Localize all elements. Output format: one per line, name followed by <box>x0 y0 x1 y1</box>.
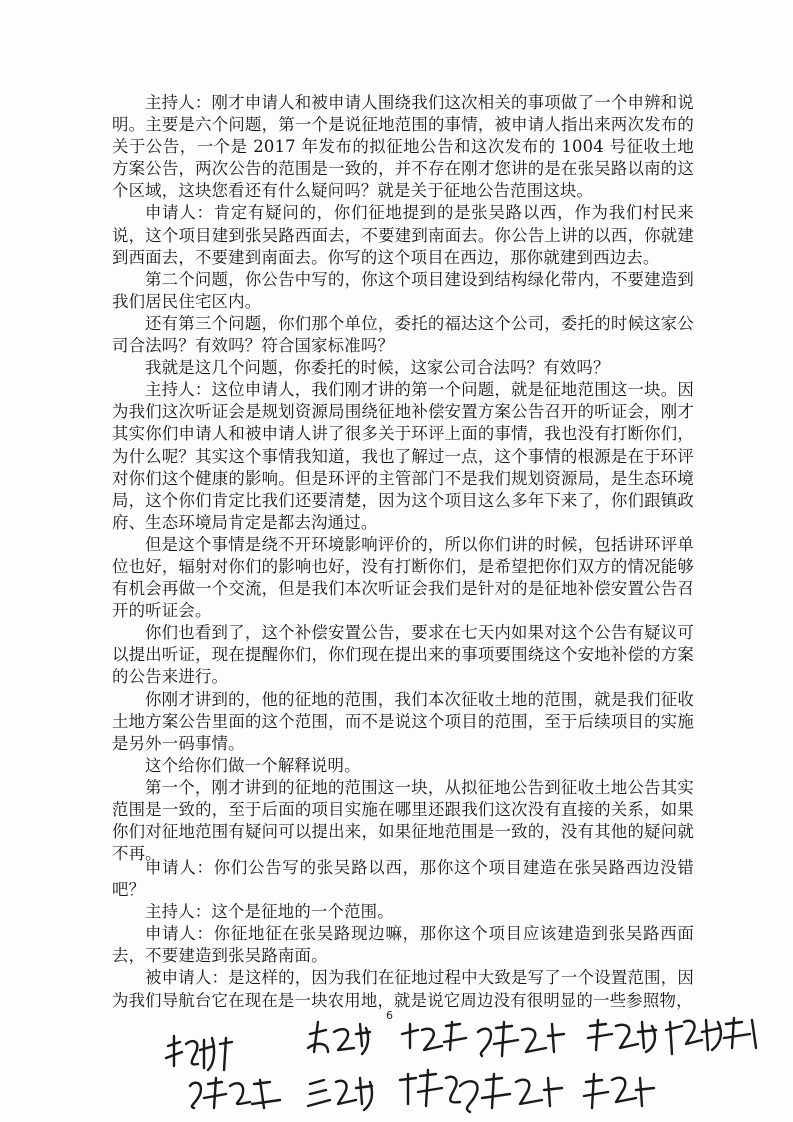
paragraph: 申请人：你们公告写的张吴路以西，那你这个项目建造在张吴路西边没错吧？ <box>112 858 694 900</box>
signature <box>460 1022 564 1112</box>
signature <box>666 1018 756 1054</box>
signature <box>166 1036 280 1108</box>
paragraph: 主持人：刚才申请人和被申请人围绕我们这次相关的事项做了一个申辨和说明。主要是六个问题，第一个是说征地范围的事情，被申请人指出来两次发布的关于公告，一个是 2017 年发布的拟征地公告和这次发布的 1004 号征收土地方案公告，两次公告的范围是一致的，并不存在刚才您讲的是在张吴路以南的这个区域，这块您看还有什么疑问吗？就是关于征地公告范围这块。 <box>112 93 694 201</box>
paragraph: 被申请人：是这样的，因为我们在征地过程中大致是写了一个设置范围，因为我们导航台它在现在是一块农用地，就是说它周边没有很明显的一些参照物， <box>112 968 694 1010</box>
paragraph: 申请人：你征地征在张吴路现边嘛，那你这个项目应该建造到张吴路西面去，不要建造到张吴路南面。 <box>112 924 694 966</box>
signature <box>400 1022 466 1106</box>
paragraph: 这个给你们做一个解释说明。 <box>145 755 361 775</box>
paragraph: 主持人：这个是征地的一个范围。 <box>145 902 394 922</box>
transcript-body-bottom <box>112 857 694 1012</box>
handwritten-signatures <box>160 1008 770 1118</box>
paragraph: 第二个问题，你公告中写的，你这个项目建设到结构绿化带内，不要建造到我们居民住宅区内。 <box>112 269 694 311</box>
paragraph: 第一个，刚才讲到的征地的范围这一块，从拟征地公告到征收土地公告其实范围是一致的，至于后面的项目实施在哪里还跟我们这次没有直接的关系，如果你们对征地范围有疑问可以提出来，如果征地范围是一致的，没有其他的疑问就不再。 <box>112 777 694 864</box>
paragraph: 你刚才讲到的，他的征地的范围，我们本次征收土地的范围，就是我们征收土地方案公告里面的这个范围，而不是说这个项目的范围，至于后续项目的实施是另外一码事情。 <box>112 689 694 753</box>
paragraph: 但是这个事情是绕不开环境影响评价的，所以你们讲的时候，包括讲环评单位也好，辐射对你们的影响也好，没有打断你们，是希望把你们双方的情况能够有机会再做一个交流，但是我们本次听证会我们是针对的是征地补偿安置公告召开的听证会。 <box>112 534 694 621</box>
transcript-body-top <box>112 92 694 865</box>
paragraph: 主持人：这位申请人，我们刚才讲的第一个问题，就是征地范围这一块。因为我们这次听证会是规划资源局围绕征地补偿安置方案公告召开的听证会，刚才其实你们申请人和被申请人讲了很多关于环评上面的事情，我也没有打断你们，为什么呢？其实这个事情我知道，我也了解过一点，这个事情的根源是在于环评对你们这个健康的影响。但是环评的主管部门不是我们规划资源局，是生态环境局，这个你们肯定比我们还要清楚，因为这个项目这么多年下来了，你们跟镇政府、生态环境局肯定是都去沟通过。 <box>112 380 694 532</box>
signature <box>308 1022 372 1110</box>
page-number: 6 <box>386 1009 393 1022</box>
signature <box>584 1020 656 1108</box>
paragraph: 你们也看到了，这个补偿安置公告，要求在七天内如果对这个公告有疑议可以提出听证，现在提醒你们，你们现在提出来的事项要围绕这个安地补偿的方案的公告来进行。 <box>112 623 694 687</box>
signature-scribbles <box>160 1008 770 1118</box>
paragraph: 申请人：肯定有疑问的，你们征地提到的是张吴路以西，作为我们村民来说，这个项目建到张吴路西面去，不要建到南面去。你公告上讲的以西，你就建到西面去，不要建到南面去。你写的这个项目在西边，那你就建到西边去。 <box>112 203 694 267</box>
paragraph: 还有第三个问题，你们那个单位，委托的福达这个公司，委托的时候这家公司合法吗？有效吗？符合国家标准吗？ <box>112 313 694 356</box>
paragraph: 我就是这几个问题，你委托的时候，这家公司合法吗？有效吗？ <box>145 358 610 378</box>
